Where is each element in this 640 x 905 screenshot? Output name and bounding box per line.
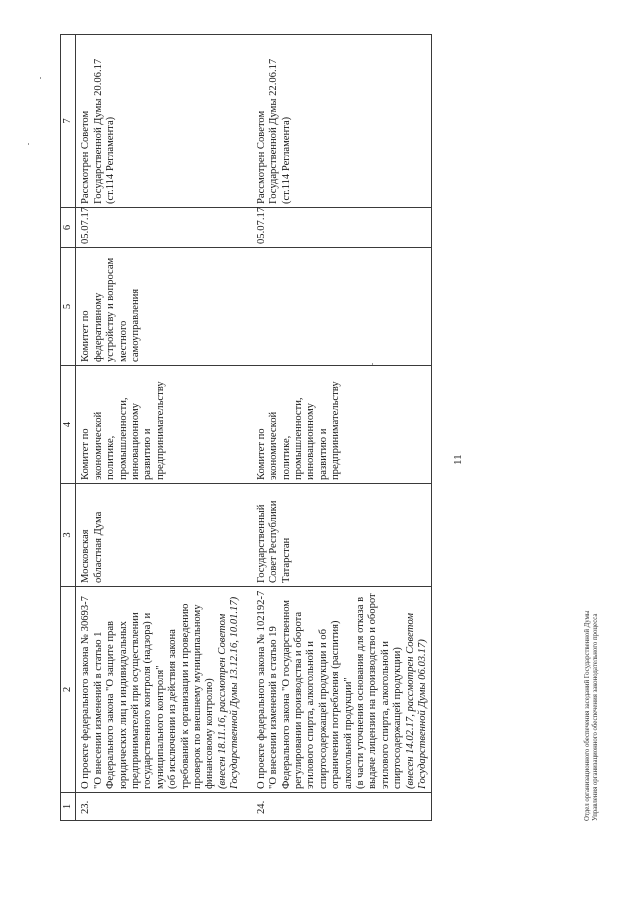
initiator: Государственный Совет Республики Татарстан <box>244 484 432 587</box>
table-row <box>76 35 244 821</box>
bill-submission-note: Государственной Думы 13.12.16, 10.01.17) <box>229 596 241 789</box>
bill-text-line: ограничении потребления (распития) <box>330 620 342 789</box>
review-date: 05.07.17 <box>76 208 244 248</box>
bill-text-line: (в части уточнения основания для отказа в <box>354 596 366 789</box>
bill-text-line: спиртосодержащей продукции) <box>392 647 404 789</box>
column-header-6: 6 <box>61 208 76 248</box>
bill-text-line: "О внесении изменений в статью 19 <box>268 626 280 789</box>
column-header-7: 7 <box>61 35 76 208</box>
page-footer <box>584 611 601 821</box>
bill-text-line: спиртосодержащей продукции и об <box>317 629 329 789</box>
column-header-3: 3 <box>61 484 76 587</box>
row-number: 24. <box>244 793 432 821</box>
bill-text-line: выдаче лицензии на производство и оборот <box>367 593 379 789</box>
co-executor-committee <box>244 248 432 366</box>
bill-text-line: Федерального закона "О защите прав <box>105 620 117 789</box>
bill-text-line: требований к организации и проведению <box>179 603 191 789</box>
scan-speck <box>28 143 29 145</box>
bill-text-line: проверок по внешнему муниципальному <box>192 604 204 789</box>
column-header-5: 5 <box>61 248 76 366</box>
responsible-committee: Комитет по экономической политике, промышленности, инновационному развитию и предпринимательству <box>76 366 244 484</box>
bill-description <box>76 587 244 793</box>
scan-speck <box>372 363 373 365</box>
bill-text-line: Федерального закона "О государственном <box>280 600 292 789</box>
bill-text-line: муниципального контроля" <box>154 665 166 789</box>
co-executor-committee: Комитет по федеративному устройству и вопросам местного самоуправления <box>76 248 244 366</box>
table-row <box>244 35 432 821</box>
initiator: Московская областная Дума <box>76 484 244 587</box>
bills-table <box>60 34 432 821</box>
bill-submission-note: (внесен 14.02.17, рассмотрен Советом <box>404 613 416 789</box>
bill-text-line: финансовому контролю) <box>204 678 216 789</box>
bill-submission-note: (внесен 18.11.16, рассмотрен Советом <box>216 613 228 789</box>
bill-text-line: регулировании производства и оборота <box>292 611 304 789</box>
bill-text-line: О проекте федерального закона № 102192-7 <box>255 590 267 789</box>
scan-speck <box>40 77 41 79</box>
bill-text-line: "О внесении изменений в статью 1 <box>92 631 104 789</box>
bill-text-line: алкогольной продукции" <box>342 677 354 789</box>
row-number: 23. <box>76 793 244 821</box>
page-number: 11 <box>452 454 464 465</box>
bill-text-line: предпринимателей при осуществлении <box>130 612 142 789</box>
bill-text-line: государственного контроля (надзора) и <box>142 612 154 789</box>
bill-text-line: этилового спирта, алкогольной и <box>305 641 317 789</box>
column-header-4: 4 <box>61 366 76 484</box>
bill-text-line: (об исключении из действия закона <box>167 629 179 789</box>
bill-status: Рассмотрен Советом Государственной Думы 20.06.17 (ст.114 Регламента) <box>76 35 244 208</box>
footer-line: Управления организационного обеспечения законодательного процесса <box>592 613 600 821</box>
footer-line: Отдел организационного обеспечения заседаний Государственной Думы <box>584 610 591 821</box>
bill-text-line: юридических лиц и индивидуальных <box>117 621 129 789</box>
header-row <box>61 35 76 821</box>
bill-text-line: О проекте федерального закона № 30693-7 <box>80 596 92 789</box>
column-header-1: 1 <box>61 793 76 821</box>
bill-text-line: этилового спирта, алкогольной и <box>379 641 391 789</box>
column-header-2: 2 <box>61 587 76 793</box>
bill-status: Рассмотрен Советом Государственной Думы 22.06.17 (ст.114 Регламента) <box>244 35 432 208</box>
bill-description <box>244 587 432 793</box>
bill-submission-note: Государственной Думы 06.03.17) <box>416 639 428 789</box>
review-date: 05.07.17 <box>244 208 432 248</box>
responsible-committee: Комитет по экономической политике, промышленности, инновационному развитию и предпринимательству <box>244 366 432 484</box>
